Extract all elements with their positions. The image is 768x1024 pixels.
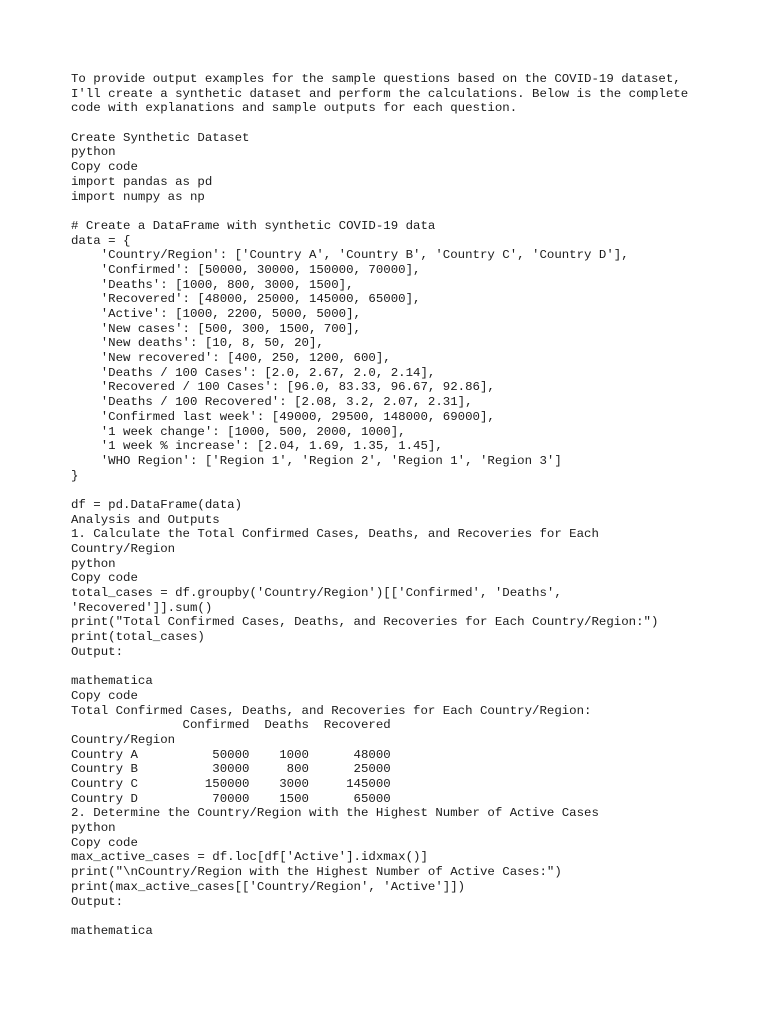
code-line: 'Confirmed last week': [49000, 29500, 148000, 69000], [71,409,495,424]
section-heading: Create Synthetic Dataset [71,130,250,145]
code-language-label: python [71,556,116,571]
section-heading: Analysis and Outputs [71,512,220,527]
code-line: 'New recovered': [400, 250, 1200, 600], [71,351,391,366]
output-table-header: Confirmed Deaths Recovered [71,718,391,733]
output-label: Output: [71,644,124,659]
code-language-label: python [71,821,116,836]
code-line: df = pd.DataFrame(data) [71,497,243,512]
code-line: print("Total Confirmed Cases, Deaths, and Recoveries for Each Country/Region:") [71,615,659,630]
copy-code-label: Copy code [71,571,138,586]
blank-line [71,660,731,675]
code-line: 'Recovered': [48000, 25000, 145000, 65000], [71,292,421,307]
question-heading: 2. Determine the Country/Region with the Highest Number of Active Cases [71,806,599,821]
code-line: total_cases = df.groupby('Country/Region')[['Confirmed', 'Deaths', [71,586,562,601]
code-line: '1 week % increase': [2.04, 1.69, 1.35, 1.45], [71,439,443,454]
text-line: code with explanations and sample outputs for each question. [71,101,518,116]
copy-code-label: Copy code [71,688,138,703]
code-line: print("\nCountry/Region with the Highest Number of Active Cases:") [71,865,562,880]
copy-code-label: Copy code [71,160,138,175]
code-comment: # Create a DataFrame with synthetic COVID-19 data [71,218,436,233]
code-line: 'Deaths / 100 Recovered': [2.08, 3.2, 2.07, 2.31], [71,395,473,410]
code-language-label: python [71,145,116,160]
code-line: 'WHO Region': ['Region 1', 'Region 2', 'Region 1', 'Region 3'] [71,453,562,468]
blank-line [71,204,731,219]
code-line: 'Country/Region': ['Country A', 'Country B', 'Country C', 'Country D'], [71,248,629,263]
output-table-index-name: Country/Region [71,732,176,747]
output-table-row: Country D 70000 1500 65000 [71,791,391,806]
code-line: data = { [71,233,131,248]
copy-code-label: Copy code [71,835,138,850]
code-line: max_active_cases = df.loc[df['Active'].idxmax()] [71,850,428,865]
code-line: 'Active': [1000, 2200, 5000, 5000], [71,307,361,321]
output-table-row: Country A 50000 1000 48000 [71,747,391,762]
code-line: print(total_cases) [71,630,205,645]
text-line: I'll create a synthetic dataset and perform the calculations. Below is the complete [71,86,689,101]
blank-line [71,116,731,131]
blank-line [71,483,731,498]
code-language-label: mathematica [71,674,153,689]
code-line: 'New cases': [500, 300, 1500, 700], [71,321,361,336]
text-line: To provide output examples for the sample questions based on the COVID-19 dataset, [71,72,681,86]
output-line: Total Confirmed Cases, Deaths, and Recoveries for Each Country/Region: [71,703,592,718]
code-line: 'Confirmed': [50000, 30000, 150000, 70000], [71,262,421,277]
code-line: 'Deaths / 100 Cases': [2.0, 2.67, 2.0, 2.14], [71,365,436,380]
code-line: print(max_active_cases[['Country/Region', 'Active']]) [71,879,466,894]
output-label: Output: [71,894,124,909]
code-line: 'Recovered']].sum() [71,600,213,615]
code-language-label: mathematica [71,923,153,938]
code-line: } [71,468,79,483]
code-line: import pandas as pd [71,174,213,189]
code-line: import numpy as np [71,189,205,204]
code-line: 'Deaths': [1000, 800, 3000, 1500], [71,277,354,292]
code-line: '1 week change': [1000, 500, 2000, 1000], [71,424,406,439]
output-table-row: Country C 150000 3000 145000 [71,777,391,791]
blank-line [71,909,731,924]
code-line: 'Recovered / 100 Cases': [96.0, 83.33, 96.67, 92.86], [71,380,495,395]
question-heading: 1. Calculate the Total Confirmed Cases, Deaths, and Recoveries for Each [71,527,599,542]
code-line: 'New deaths': [10, 8, 50, 20], [71,336,324,351]
document-body [71,72,731,939]
question-heading: Country/Region [71,542,176,556]
output-table-row: Country B 30000 800 25000 [71,762,391,777]
